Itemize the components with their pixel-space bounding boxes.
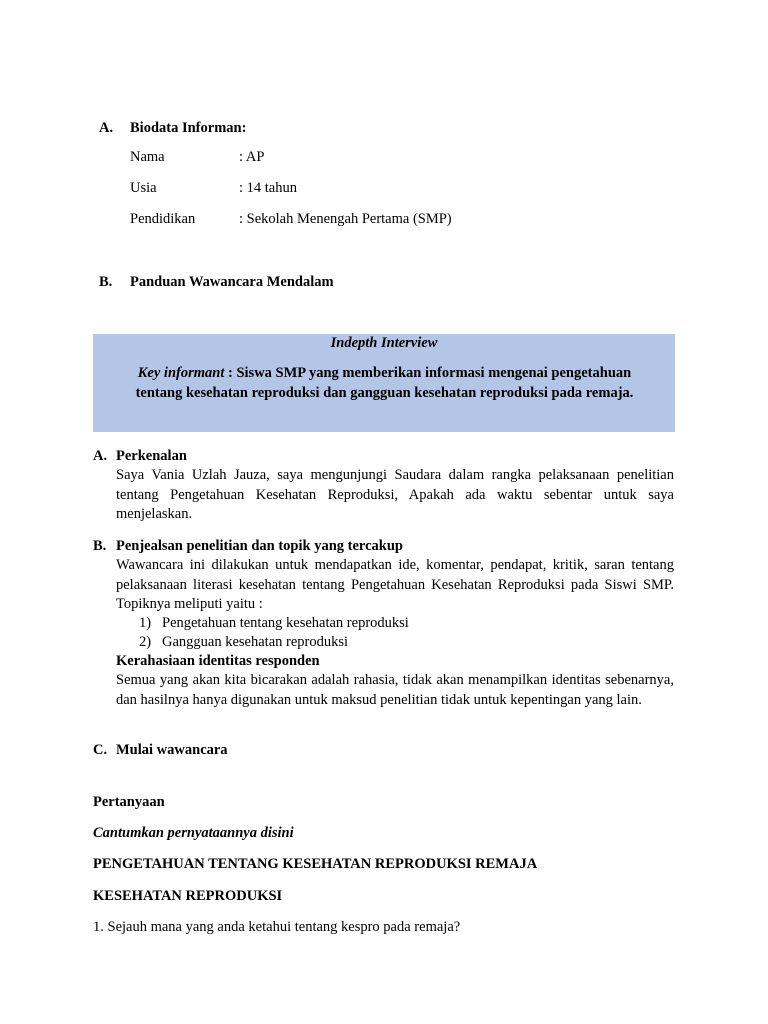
section-a-title: Biodata Informan: [130,120,247,136]
guide-b-title: Penjealsan penelitian dan topik yang tercakup [116,538,403,554]
key-informant-text [118,364,651,403]
guide-a-letter: A. [93,448,108,464]
confidentiality-text: Semua yang akan kita bicarakan adalah rahasia, tidak akan menampilkan identitas sebenarnya, dan hasilnya hanya digunakan untuk maksud penelitian tidak untuk kepentingan yang lain. [116,672,674,708]
list-item [139,614,409,634]
biodata-label: Pendidikan [130,211,196,227]
guide-c-title: Mulai wawancara [116,742,228,758]
list-item-text: Pengetahuan tentang kesehatan reproduksi [162,615,409,631]
biodata-value: : AP [239,149,265,165]
biodata-row-nama [130,148,650,168]
biodata-value: : 14 tahun [239,180,297,196]
list-item-text: Gangguan kesehatan reproduksi [162,634,349,650]
biodata-row-pendidikan [130,210,650,230]
list-item-number: 1) [139,615,152,631]
guide-a-title: Perkenalan [116,448,187,464]
list-item [139,633,348,653]
list-item-number: 2) [139,634,152,650]
confidentiality-title: Kerahasiaan identitas responden [116,653,320,669]
biodata-label: Usia [130,180,157,196]
biodata-label: Nama [130,149,165,165]
guide-a-text: Saya Vania Uzlah Jauza, saya mengunjungi Saudara dalam rangka pelaksanaan penelitian tentang Pengetahuan Kesehatan Reproduksi, Apakah ada waktu sebentar untuk saya menjelaskan. [116,467,674,522]
guide-b-letter: B. [93,538,107,554]
questions-topic: PENGETAHUAN TENTANG KESEHATAN REPRODUKSI REMAJA [93,856,538,872]
key-informant-description: : Siswa SMP yang memberikan informasi mengenai pengetahuan tentang kesehatan reproduksi dan gangguan kesehatan reproduksi pada remaja. [135,365,634,401]
biodata-row-usia [130,179,650,199]
indepth-interview-box [93,334,675,432]
questions-subtopic: KESEHATAN REPRODUKSI [93,888,283,904]
key-informant-label: Key informant [137,365,225,381]
indepth-interview-title: Indepth Interview [330,335,438,351]
question-1: 1. Sejauh mana yang anda ketahui tentang kespro pada remaja? [93,919,461,935]
section-b-letter: B. [99,274,113,290]
biodata-value: : Sekolah Menengah Pertama (SMP) [239,211,452,227]
questions-heading: Pertanyaan [93,794,165,810]
section-b-title: Panduan Wawancara Mendalam [130,274,334,290]
questions-note: Cantumkan pernyataannya disini [93,825,294,841]
guide-c-letter: C. [93,742,108,758]
guide-b-text: Wawancara ini dilakukan untuk mendapatkan ide, komentar, pendapat, kritik, saran tentang pelaksanaan literasi kesehatan tentang Pengetahuan Kesehatan Reproduksi pada Siswi SMP. Topiknya meliputi yaitu : [116,557,674,612]
section-a-letter: A. [99,120,114,136]
